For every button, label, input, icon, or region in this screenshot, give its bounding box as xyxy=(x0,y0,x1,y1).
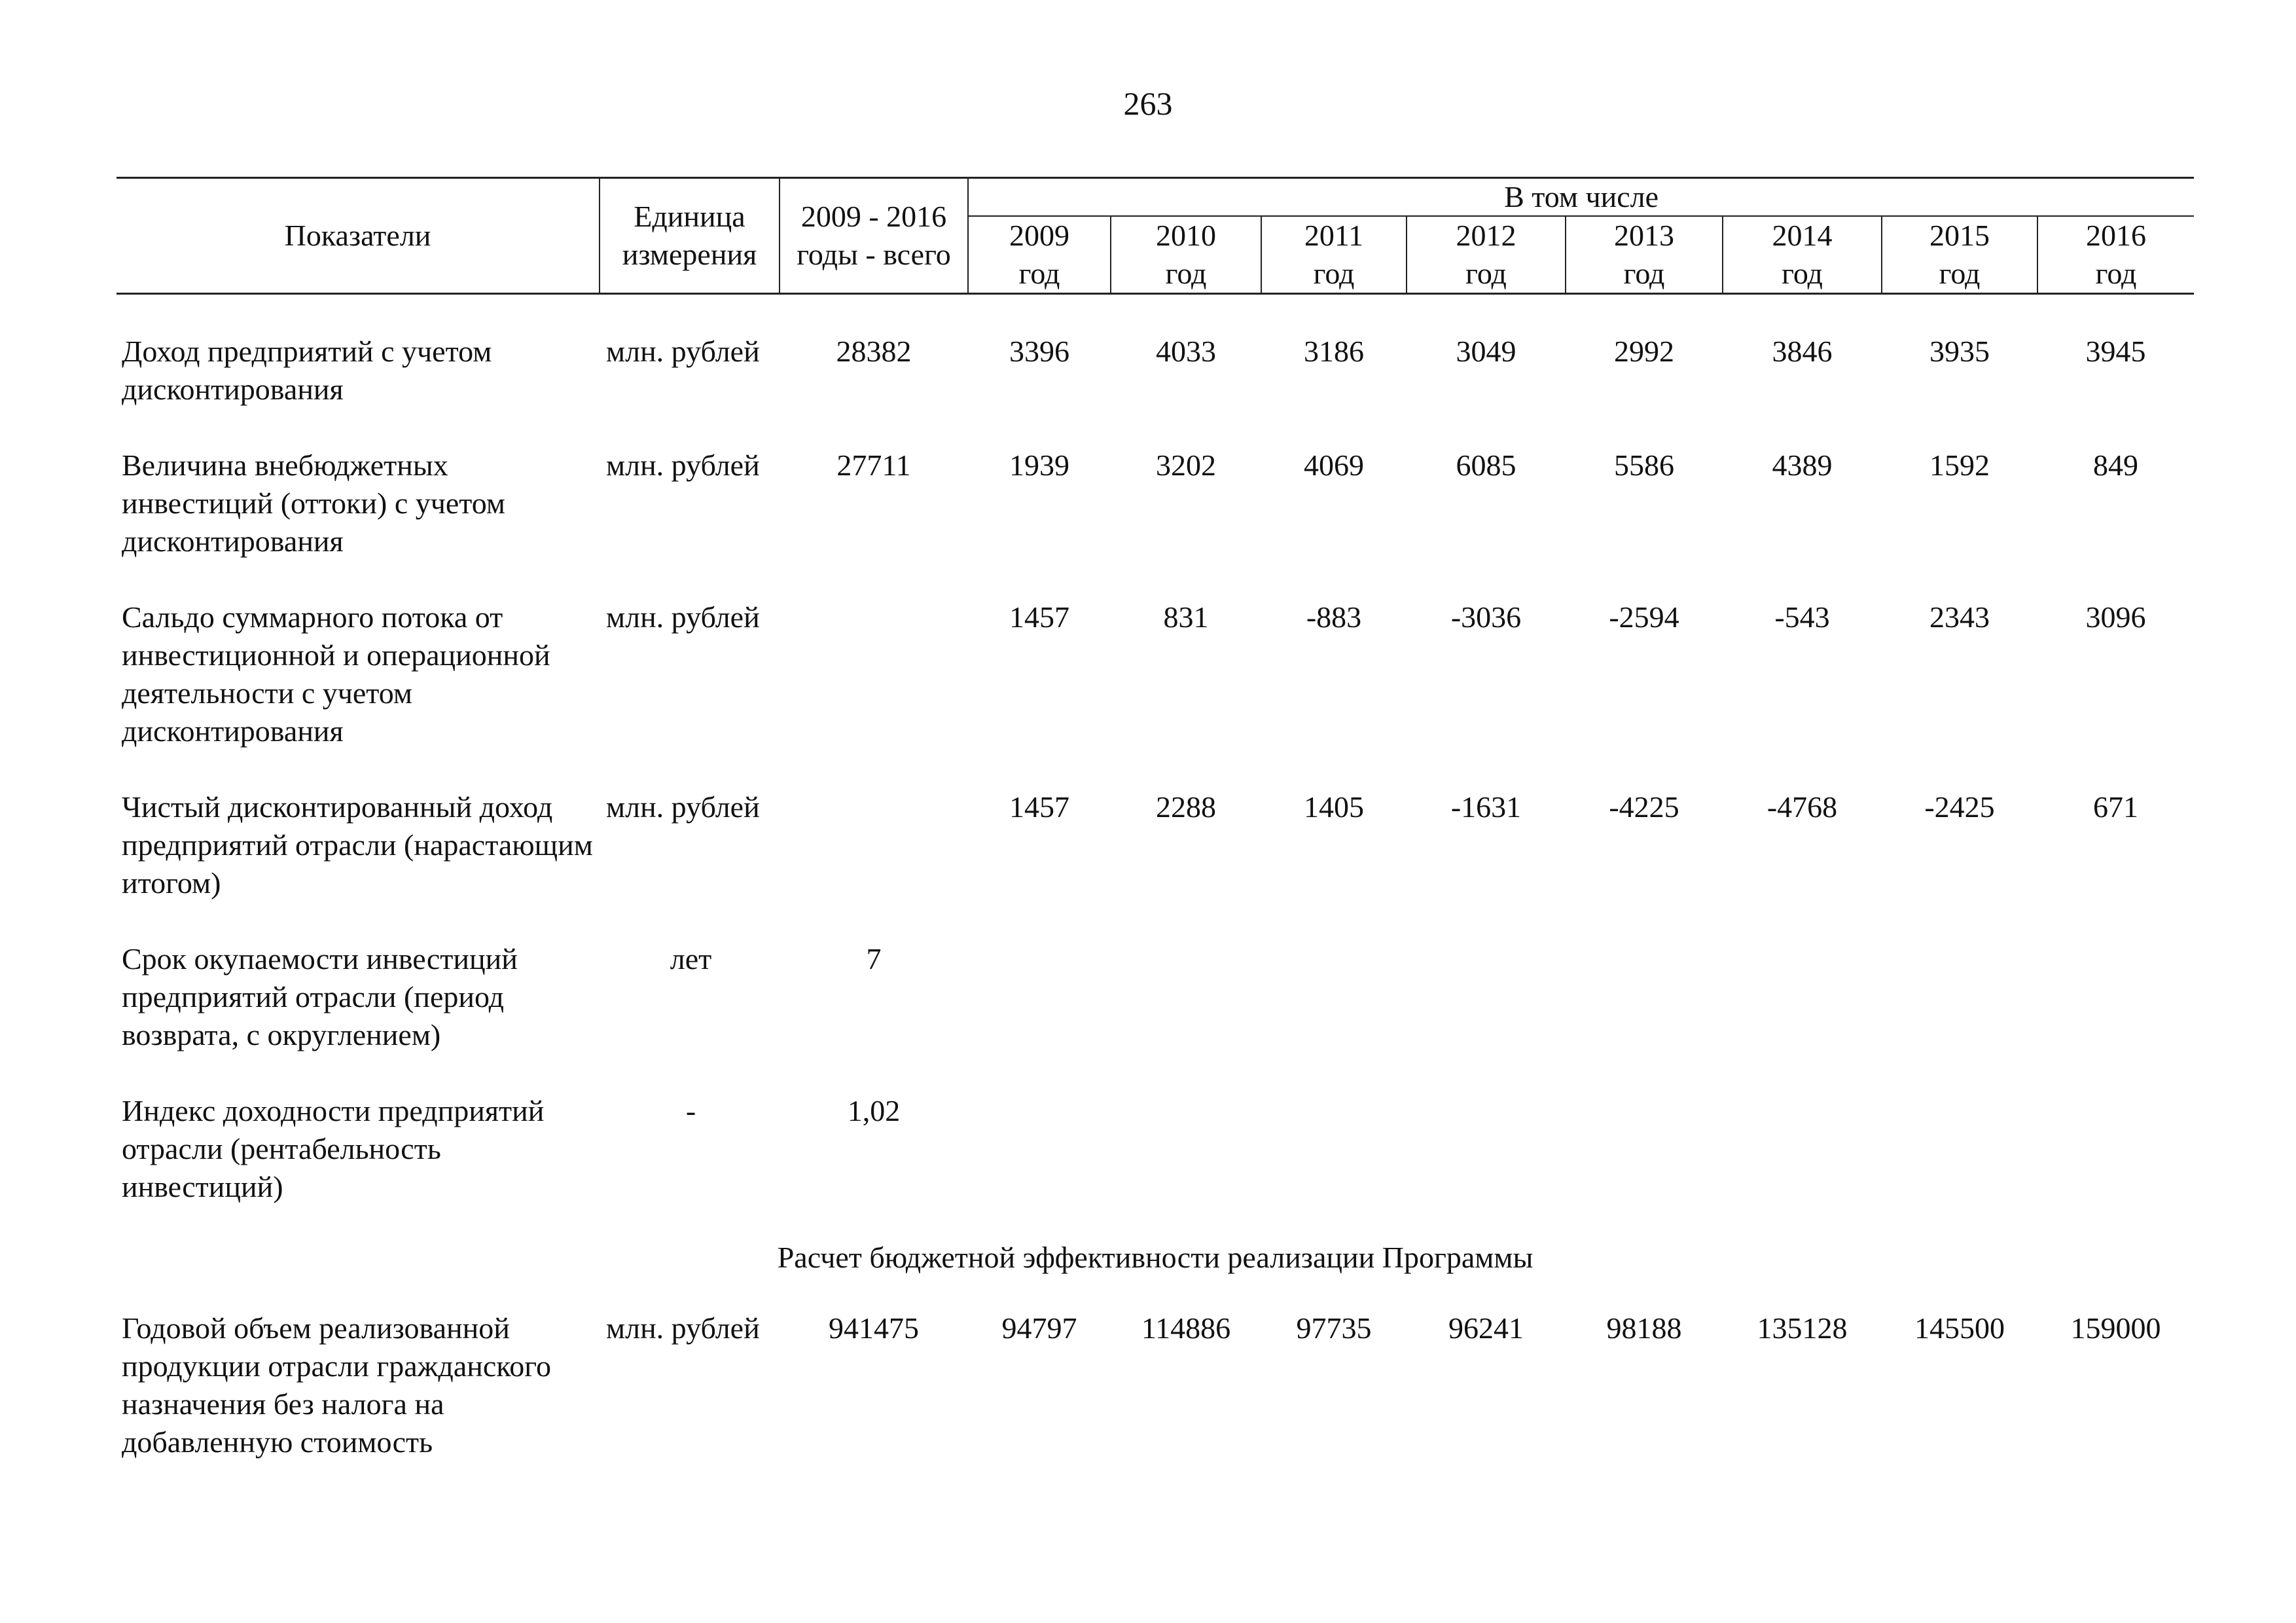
row-value-2010 xyxy=(1111,1054,1261,1206)
table-row xyxy=(117,750,2194,902)
table-row xyxy=(117,560,2194,750)
row-unit: млн. рублей xyxy=(606,1311,760,1345)
row-total: 28382 xyxy=(836,335,912,368)
row-value-2011: 3186 xyxy=(1304,335,1364,368)
row-value-2009 xyxy=(968,1054,1111,1206)
header-year-word: год xyxy=(1465,257,1507,290)
header-year-2014 xyxy=(1723,216,1882,294)
row-value-2011: -883 xyxy=(1306,600,1362,634)
header-year-word: год xyxy=(2095,257,2137,290)
header-year-word: год xyxy=(1623,257,1665,290)
row-value-2012 xyxy=(1407,902,1566,1054)
row-value-2013: 5586 xyxy=(1614,448,1674,482)
row-value-2015: 2343 xyxy=(1929,600,1990,634)
row-value-2010: 3202 xyxy=(1156,448,1216,482)
row-value-2013: 2992 xyxy=(1614,335,1674,368)
row-value-2013: -4225 xyxy=(1609,790,1679,824)
row-value-2012: 6085 xyxy=(1456,448,1516,482)
header-year-2011 xyxy=(1261,216,1407,294)
row-value-2015: 1592 xyxy=(1929,448,1990,482)
row-value-2011: 97735 xyxy=(1296,1311,1372,1345)
row-total: 27711 xyxy=(836,448,911,482)
table-row xyxy=(117,294,2194,409)
table-row xyxy=(117,409,2194,560)
row-total: 1,02 xyxy=(847,1094,901,1127)
header-indicator: Показатели xyxy=(117,178,600,294)
header-year-number: 2012 xyxy=(1456,219,1516,252)
row-indicator: Срок окупаемости инвестиций предприятий отрасли (период возврата, с округлением) xyxy=(122,942,518,1051)
row-value-2015 xyxy=(1882,902,2037,1054)
header-total-text: 2009 - 2016 годы - всего xyxy=(797,200,951,271)
row-value-2014: 4389 xyxy=(1772,448,1833,482)
indicators-table xyxy=(117,177,2194,1461)
row-value-2013 xyxy=(1566,1054,1723,1206)
row-value-2010: 2288 xyxy=(1156,790,1216,824)
row-total xyxy=(780,750,968,902)
header-year-2015 xyxy=(1882,216,2037,294)
section-row xyxy=(117,1206,2194,1277)
header-year-number: 2010 xyxy=(1156,219,1216,252)
header-year-2016 xyxy=(2037,216,2194,294)
row-value-2016: 671 xyxy=(2093,790,2139,824)
row-value-2014: 135128 xyxy=(1757,1311,1848,1345)
row-indicator: Величина внебюджетных инвестиций (оттоки) с учетом дисконтирования xyxy=(122,448,506,558)
row-unit: млн. рублей xyxy=(606,600,760,634)
row-value-2016: 159000 xyxy=(2070,1311,2161,1345)
header-year-word: год xyxy=(1165,257,1207,290)
row-value-2011 xyxy=(1261,902,1407,1054)
row-value-2010: 4033 xyxy=(1156,335,1216,368)
header-year-2009 xyxy=(968,216,1111,294)
header-unit xyxy=(600,178,780,294)
row-value-2013 xyxy=(1566,902,1723,1054)
row-value-2014 xyxy=(1723,902,1882,1054)
row-value-2014: -543 xyxy=(1774,600,1830,634)
header-year-2012 xyxy=(1407,216,1566,294)
header-including: В том числе xyxy=(968,178,2194,217)
row-value-2013: 98188 xyxy=(1606,1311,1682,1345)
row-value-2016: 3096 xyxy=(2085,600,2146,634)
header-unit-text: Единица измерения xyxy=(622,200,757,271)
header-year-number: 2013 xyxy=(1614,219,1674,252)
header-total xyxy=(780,178,968,294)
row-unit: - xyxy=(685,1094,696,1127)
row-value-2012: 96241 xyxy=(1448,1311,1524,1345)
header-year-word: год xyxy=(1313,257,1355,290)
row-value-2011: 4069 xyxy=(1304,448,1364,482)
row-value-2009: 1939 xyxy=(1009,448,1069,482)
row-indicator: Индекс доходности предприятий отрасли (рентабельность инвестиций) xyxy=(122,1094,545,1203)
row-value-2011: 1405 xyxy=(1304,790,1364,824)
row-value-2014: -4768 xyxy=(1767,790,1838,824)
row-value-2011 xyxy=(1261,1054,1407,1206)
row-value-2009: 1457 xyxy=(1009,600,1069,634)
row-value-2016 xyxy=(2037,902,2194,1054)
row-total xyxy=(780,560,968,750)
row-value-2015: 3935 xyxy=(1929,335,1990,368)
row-value-2012: -3036 xyxy=(1450,600,1522,634)
row-value-2016: 849 xyxy=(2093,448,2139,482)
row-value-2012: -1631 xyxy=(1450,790,1522,824)
row-total: 7 xyxy=(866,942,882,976)
header-year-word: год xyxy=(1782,257,1823,290)
row-value-2009: 3396 xyxy=(1009,335,1069,368)
row-value-2014 xyxy=(1723,1054,1882,1206)
table-row xyxy=(117,902,2194,1054)
row-value-2016: 3945 xyxy=(2085,335,2146,368)
row-value-2009 xyxy=(968,902,1111,1054)
header-year-word: год xyxy=(1939,257,1981,290)
row-unit: млн. рублей xyxy=(606,448,760,482)
row-value-2016 xyxy=(2037,1054,2194,1206)
section-title: Расчет бюджетной эффективности реализации Программы xyxy=(777,1241,1534,1274)
row-value-2012: 3049 xyxy=(1456,335,1516,368)
header-year-number: 2014 xyxy=(1772,219,1833,252)
header-year-number: 2011 xyxy=(1304,219,1364,252)
row-unit: лет xyxy=(670,942,712,976)
row-value-2015: -2425 xyxy=(1924,790,1995,824)
row-indicator: Годовой объем реализованной продукции отрасли гражданского назначения без налога на добавленную стоимость xyxy=(122,1311,552,1459)
header-year-word: год xyxy=(1018,257,1060,290)
row-value-2013: -2594 xyxy=(1609,600,1679,634)
row-value-2010: 114886 xyxy=(1141,1311,1231,1345)
row-value-2014: 3846 xyxy=(1772,335,1833,368)
table-row xyxy=(117,1277,2194,1461)
table-row xyxy=(117,1054,2194,1206)
row-value-2012 xyxy=(1407,1054,1566,1206)
row-value-2010 xyxy=(1111,902,1261,1054)
row-value-2009: 1457 xyxy=(1009,790,1069,824)
row-indicator: Доход предприятий с учетом дисконтирования xyxy=(122,335,492,406)
row-value-2015 xyxy=(1882,1054,2037,1206)
row-indicator: Чистый дисконтированный доход предприятий отрасли (нарастающим итогом) xyxy=(122,790,593,900)
row-indicator: Сальдо суммарного потока от инвестиционной и операционной деятельности с учетом дисконтирования xyxy=(122,600,550,748)
header-year-number: 2009 xyxy=(1009,219,1069,252)
row-value-2015: 145500 xyxy=(1914,1311,2005,1345)
row-total: 941475 xyxy=(829,1311,919,1345)
header-year-2010 xyxy=(1111,216,1261,294)
header-year-number: 2016 xyxy=(2086,219,2147,252)
row-unit: млн. рублей xyxy=(606,335,760,368)
row-value-2010: 831 xyxy=(1163,600,1209,634)
row-value-2009: 94797 xyxy=(1001,1311,1077,1345)
header-year-number: 2015 xyxy=(1929,219,1990,252)
row-unit: млн. рублей xyxy=(606,790,760,824)
page-number: 263 xyxy=(1123,85,1173,122)
header-year-2013 xyxy=(1566,216,1723,294)
